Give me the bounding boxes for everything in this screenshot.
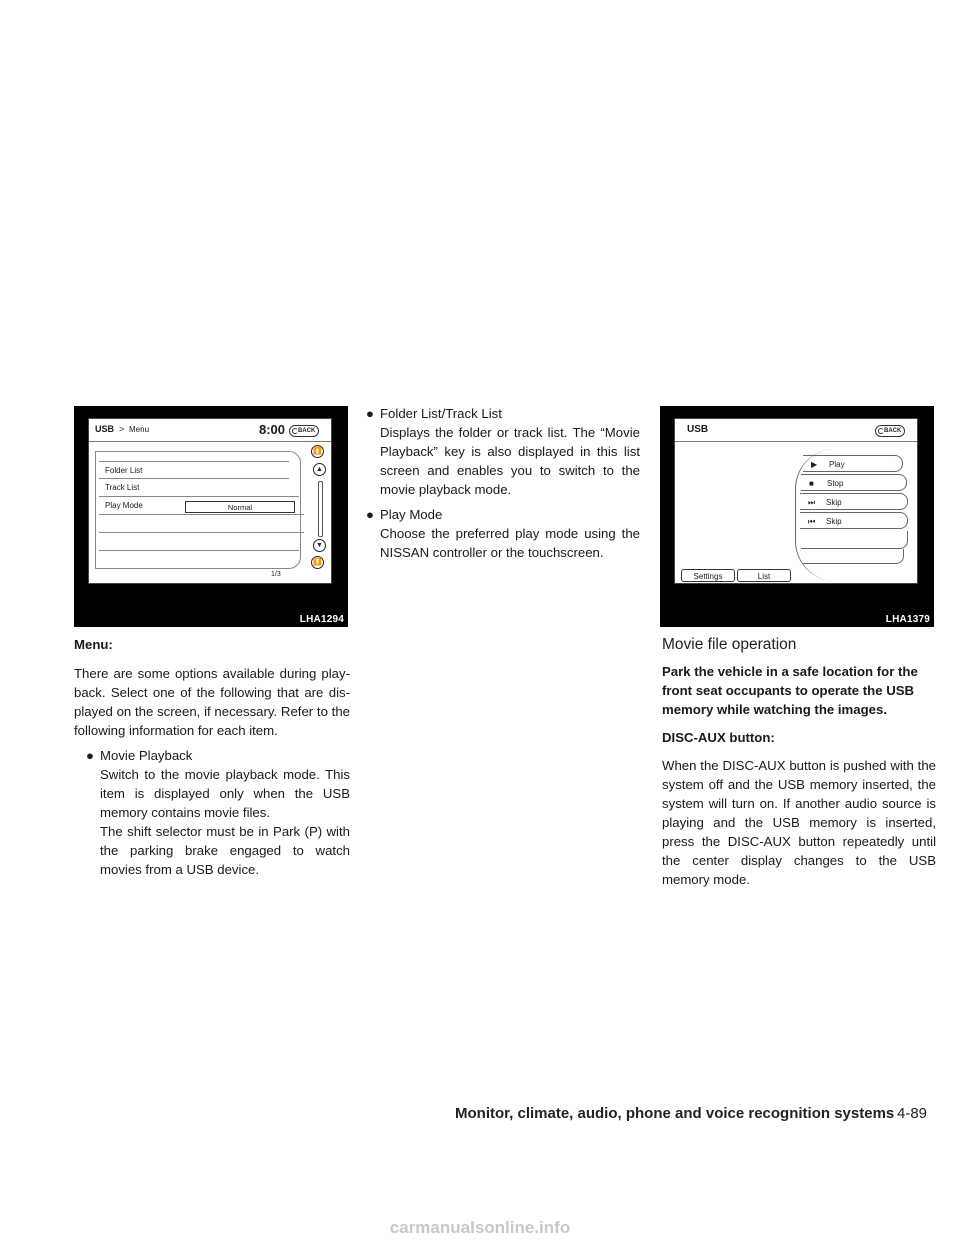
menu-item-track-list[interactable]: Track List — [99, 479, 299, 497]
header-source: USB — [95, 424, 115, 434]
player-header — [675, 419, 917, 442]
bullet-play-mode — [366, 505, 640, 562]
figure-usb-player — [660, 406, 934, 627]
scroll-up-icon[interactable]: ▲ — [313, 463, 326, 476]
play-mode-value[interactable]: Normal — [185, 501, 295, 513]
page-down-icon[interactable]: ⏬ — [311, 556, 324, 569]
page-indicator: 1/3 — [271, 571, 281, 578]
header-separator: > — [119, 424, 125, 434]
figure-code: LHA1294 — [299, 614, 344, 625]
left-column — [74, 635, 350, 879]
skip-forward-button[interactable]: ⏭ Skip — [800, 493, 908, 510]
bullet-movie-playback — [74, 746, 350, 879]
figure-usb-menu — [74, 406, 348, 627]
page-up-icon[interactable]: ⏫ — [311, 445, 324, 458]
safety-warning: Park the vehicle in a safe location for the front seat occupants to operate the USB memory while watching the images. — [662, 664, 918, 717]
back-button[interactable]: BACK — [875, 425, 905, 437]
stop-button[interactable]: ■ Stop — [801, 474, 907, 491]
clock: 8:00 — [259, 422, 286, 437]
menu-item-play-mode[interactable]: Play Mode — [99, 497, 304, 515]
play-icon: ▶ — [811, 460, 818, 469]
skip-back-button[interactable]: ⏮ Skip — [800, 512, 908, 529]
menu-item-empty-1 — [99, 515, 304, 533]
bullet-text: Switch to the movie playback mode. This item is displayed only when the USB memory contains movie files. — [100, 767, 350, 820]
bullet-title: Play Mode — [380, 507, 443, 522]
skip-forward-icon: ⏭ — [808, 498, 816, 507]
scrollbar[interactable] — [318, 481, 323, 537]
disc-aux-body: When the DISC-AUX button is pushed with the system off and the USB memory inserted, the system will turn on. If another audio source is playing and the USB memory is inserted, press the DISC-AUX button repeatedly until the center display changes to the USB memory mode. — [662, 758, 936, 887]
play-button[interactable]: ▶ Play — [803, 455, 903, 472]
usb-player-screen — [674, 418, 918, 584]
scroll-down-icon[interactable]: ▼ — [313, 539, 326, 552]
list-button[interactable]: List — [737, 569, 791, 582]
bullet-text: Choose the preferred play mode using the NISSAN controller or the touchscreen. — [380, 526, 640, 560]
bullet-folder-track-list — [366, 404, 640, 499]
footer-page-number: 4-89 — [897, 1105, 928, 1122]
watermark: carmanualsonline.info — [389, 1218, 571, 1237]
bullet-title: Movie Playback — [100, 748, 193, 763]
skip-back-icon: ⏮ — [808, 517, 816, 526]
figure-code: LHA1379 — [885, 614, 930, 625]
section-title: Movie file operation — [662, 636, 797, 653]
bullet-text: Displays the folder or track list. The “Movie Playback” key is also displayed in this list screen and enables you to switch to the movie playback mode. — [380, 425, 640, 497]
header-title: USB — [687, 424, 709, 435]
menu-item-folder-list[interactable]: Folder List — [99, 461, 289, 479]
menu-item-empty-2 — [99, 533, 299, 551]
usb-menu-screen — [88, 418, 332, 584]
footer-chapter: Monitor, climate, audio, phone and voice recognition systems — [455, 1105, 895, 1122]
empty-control-row — [801, 531, 908, 549]
bullet-icon: ● — [366, 406, 374, 421]
menu-heading: Menu: — [74, 637, 113, 652]
bullet-icon: ● — [366, 507, 374, 522]
bullet-title: Folder List/Track List — [380, 406, 502, 421]
stop-icon: ■ — [809, 479, 814, 488]
menu-header — [89, 419, 331, 442]
middle-column — [366, 404, 640, 562]
empty-control-row-2 — [803, 549, 904, 564]
menu-intro: There are some options available during play-back. Select one of the following that are dis-played on the screen, if necessary. Refer to the following information for each item. — [74, 666, 350, 738]
disc-aux-heading: DISC-AUX button: — [662, 730, 775, 745]
right-column — [662, 635, 936, 889]
header-title: Menu — [129, 425, 150, 434]
bullet-text-2: The shift selector must be in Park (P) with the parking brake engaged to watch movies from a USB device. — [100, 824, 350, 877]
back-button[interactable]: BACK — [289, 425, 319, 437]
settings-button[interactable]: Settings — [681, 569, 735, 582]
bullet-icon: ● — [86, 748, 94, 763]
